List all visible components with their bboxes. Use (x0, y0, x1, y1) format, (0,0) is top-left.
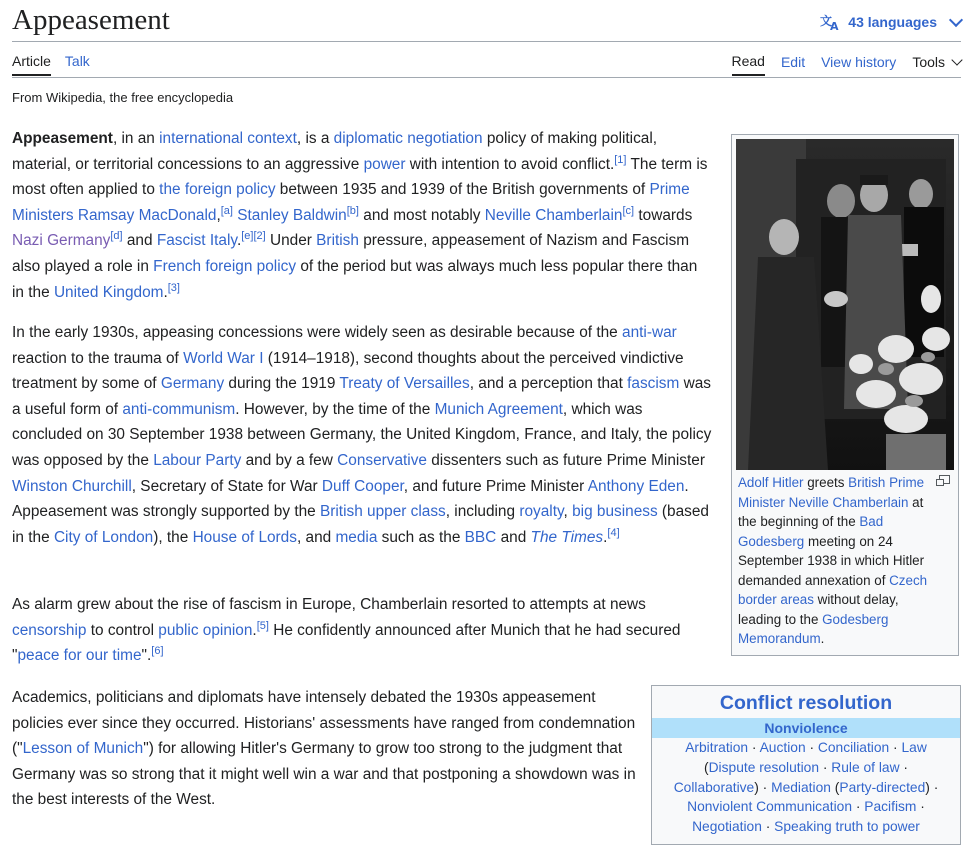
link-fascism[interactable]: fascism (627, 375, 680, 393)
photo-illustration (736, 139, 954, 470)
link-pacifism[interactable]: Pacifism (864, 799, 917, 815)
link-royalty[interactable]: royalty (519, 503, 564, 521)
link-neville-chamberlain-caption[interactable]: Neville Chamberlain (788, 494, 909, 510)
separator: · (819, 759, 832, 775)
text: (1914–1918), second thoughts about the perceived vindictive treatment by some of (12, 349, 684, 393)
text: As alarm grew about the rise of fascism in Europe, Chamberlain resorted to attempts at news (12, 596, 646, 613)
link-winston-churchill[interactable]: Winston Churchill (12, 477, 132, 495)
link-lesson-of-munich[interactable]: Lesson of Munich (22, 740, 144, 758)
note-a[interactable]: [a] (220, 204, 233, 217)
navbox-line (652, 817, 960, 837)
ref-5[interactable]: [5] (256, 619, 269, 632)
text: , including (445, 503, 520, 521)
text: Under (265, 232, 317, 250)
paren: ) (925, 779, 930, 795)
link-duff-cooper[interactable]: Duff Cooper (321, 477, 404, 495)
svg-text:A: A (830, 20, 839, 31)
link-french-foreign-policy[interactable]: French foreign policy (153, 257, 297, 275)
navbox-line (652, 797, 960, 817)
navbox-conflict-resolution (651, 685, 961, 845)
link-nonviolent-communication[interactable]: Nonviolent Communication (687, 799, 853, 815)
link-speaking-truth-to-power[interactable]: Speaking truth to power (774, 819, 920, 835)
tabs-divider (12, 77, 961, 78)
text: . Appeasement was strongly supported by the (12, 477, 689, 521)
text: with intention to avoid conflict. (405, 155, 615, 173)
link-anti-communism[interactable]: anti-communism (122, 400, 236, 418)
text: such as the (377, 528, 465, 546)
text: and (122, 232, 157, 250)
link-united-kingdom[interactable]: United Kingdom (53, 283, 164, 301)
navbox-line (652, 758, 960, 778)
link-conciliation[interactable]: Conciliation (817, 740, 890, 755)
link-czech-border-areas[interactable]: Czech border areas (738, 572, 928, 607)
link-censorship[interactable]: censorship (12, 621, 87, 639)
paragraph-debate (12, 685, 637, 813)
paragraph-intro (12, 126, 712, 305)
link-anti-war[interactable]: anti-war (622, 324, 677, 341)
link-house-of-lords[interactable]: House of Lords (192, 528, 297, 546)
link-media[interactable]: media (335, 528, 378, 546)
tab-edit[interactable]: Edit (780, 54, 806, 70)
tools-label: Tools (912, 54, 945, 70)
link-party-directed[interactable]: Party-directed (839, 779, 926, 795)
navbox-line (652, 778, 960, 798)
tab-read[interactable]: Read (732, 53, 765, 76)
link-city-of-london[interactable]: City of London (53, 528, 154, 546)
link-bad-godesberg[interactable]: Bad Godesberg (738, 514, 884, 549)
bold-term: Appeasement (12, 130, 113, 147)
tab-article[interactable]: Article (12, 53, 51, 76)
infobox-caption (738, 473, 944, 649)
tools-menu[interactable] (912, 54, 961, 75)
text: . (163, 283, 168, 301)
text: . However, by the time of the (235, 400, 435, 418)
text: , and future Prime Minister (403, 477, 588, 495)
link-collaborative[interactable]: Collaborative (673, 779, 755, 795)
link-rule-of-law[interactable]: Rule of law (831, 759, 900, 775)
site-tagline: From Wikipedia, the free encyclopedia (12, 90, 234, 105)
text: , and a perception that (469, 375, 628, 393)
languages-button[interactable] (820, 13, 961, 31)
link-ramsay-macdonald[interactable]: Ramsay MacDonald (77, 206, 217, 224)
ref-2[interactable]: [2] (253, 230, 266, 243)
separator: · (748, 740, 760, 755)
text: , Secretary of State for War (131, 477, 322, 495)
text: . (236, 232, 242, 250)
link-stanley-baldwin[interactable]: Stanley Baldwin (237, 206, 347, 224)
separator: · (899, 759, 908, 775)
text: , (563, 503, 573, 521)
ref-6[interactable]: [6] (151, 645, 164, 658)
text: pressure, appeasement of Nazism and Fascism also played a role in (12, 232, 690, 275)
link-adolf-hitler[interactable]: Adolf Hitler (738, 475, 804, 490)
infobox (731, 134, 959, 656)
link-auction[interactable]: Auction (759, 740, 806, 755)
link-peace-for-our-time[interactable]: peace for our time (17, 647, 142, 665)
text: ") for allowing Hitler's Germany to grow too strong to the judgment that Germany was so strong that it might well win a war and that postponing a showdown was in the best interests of the West. (12, 740, 636, 809)
text: policy of making political, material, or territorial concessions to an aggressive (12, 130, 658, 173)
separator: · (852, 799, 865, 815)
title-divider (12, 41, 961, 42)
link-foreign-policy[interactable]: the foreign policy (159, 181, 276, 199)
text: . (820, 631, 825, 646)
paren: ( (703, 759, 709, 775)
text: to control (86, 621, 159, 639)
text: without delay, leading to the (738, 592, 899, 627)
separator: · (929, 779, 939, 795)
tab-view-history[interactable]: View history (821, 54, 897, 70)
text: In the early 1930s, appeasing concessions were widely seen as desirable because of the (12, 324, 623, 341)
text: ". (141, 647, 152, 665)
separator: · (758, 779, 772, 795)
text: between 1935 and 1939 of the British governments of (275, 181, 650, 199)
note-b[interactable]: [b] (346, 204, 359, 217)
text: and most notably (358, 206, 485, 224)
paren: ( (834, 779, 840, 795)
separator: · (916, 799, 925, 815)
text: The term is most often applied to (12, 155, 708, 199)
link-dispute-resolution[interactable]: Dispute resolution (708, 759, 820, 775)
link-power[interactable]: power (363, 155, 406, 173)
link-british[interactable]: British (316, 232, 359, 250)
link-public-opinion[interactable]: public opinion (158, 621, 253, 639)
link-world-war-i[interactable]: World War I (183, 349, 264, 367)
link-munich-agreement[interactable]: Munich Agreement (434, 400, 563, 418)
link-germany[interactable]: Germany (160, 375, 225, 393)
svg-text:文: 文 (820, 14, 833, 28)
tab-talk[interactable]: Talk (64, 53, 90, 69)
text: ), the (153, 528, 193, 546)
text: during the 1919 (224, 375, 340, 393)
link-conservative[interactable]: Conservative (337, 451, 427, 469)
text: and (496, 528, 531, 546)
link-prime-ministers[interactable]: Prime Ministers (12, 181, 690, 224)
ref-4[interactable]: [4] (607, 526, 620, 539)
text: reaction to the trauma of (12, 349, 184, 367)
navbox-title[interactable]: Conflict resolution (719, 692, 893, 714)
paragraph-history (12, 320, 712, 550)
text: at the beginning of the (738, 494, 924, 529)
link-law[interactable]: Law (901, 740, 927, 755)
link-big-business[interactable]: big business (572, 503, 658, 521)
languages-label: 43 languages (848, 14, 937, 30)
link-negotiation[interactable]: Negotiation (692, 819, 762, 835)
text: , which was concluded on 30 September 1938 between Germany, the United Kingdom, France, and Italy, the policy was opposed by the (12, 400, 712, 469)
link-the-times[interactable]: The Times (530, 528, 604, 546)
paren: ) (754, 779, 759, 795)
text: Academics, politicians and diplomats have intensely debated the 1930s appeasement policies ever since they occurred. Historians' assessments have ranged from condemnation (" (12, 689, 636, 758)
link-neville-chamberlain[interactable]: Neville Chamberlain (484, 206, 623, 224)
link-treaty-of-versailles[interactable]: Treaty of Versailles (339, 375, 470, 393)
separator: · (805, 740, 818, 755)
infobox-photo[interactable] (736, 139, 954, 470)
navbox-line (652, 738, 960, 758)
text: . (603, 528, 608, 546)
link-british-upper-class[interactable]: British upper class (320, 503, 446, 521)
separator: · (761, 819, 775, 835)
note-c[interactable]: [c] (622, 204, 635, 217)
link-diplomatic-negotiation[interactable]: diplomatic negotiation (333, 130, 483, 147)
text: , in an (112, 130, 160, 147)
page-title: Appeasement (12, 4, 170, 36)
link-nazi-germany[interactable]: Nazi Germany (12, 232, 111, 250)
link-fascist-italy[interactable]: Fascist Italy (156, 232, 237, 250)
text: He confidently announced after Munich that he had secured " (12, 621, 681, 665)
separator: · (889, 740, 902, 755)
text: of the period but was always much less popular there than in the (12, 257, 698, 301)
link-mediation[interactable]: Mediation (771, 779, 831, 795)
text: and by a few (241, 451, 338, 469)
link-anthony-eden[interactable]: Anthony Eden (587, 477, 685, 495)
note-d[interactable]: [d] (110, 230, 123, 243)
link-labour-party[interactable]: Labour Party (153, 451, 242, 469)
view-tabs (732, 53, 962, 76)
text: , (216, 206, 221, 224)
ref-3[interactable]: [3] (167, 281, 180, 294)
ref-1[interactable]: [1] (614, 153, 627, 166)
link-bbc[interactable]: BBC (464, 528, 497, 546)
text: . (252, 621, 257, 639)
translate-icon (820, 13, 842, 31)
text: meeting on 24 September 1938 in which Hitler demanded annexation of (738, 533, 925, 588)
note-e[interactable]: [e] (241, 230, 254, 243)
chevron-down-icon (951, 54, 962, 65)
text: was a useful form of (12, 375, 711, 418)
namespace-tabs (12, 53, 90, 76)
text: greets (803, 475, 849, 490)
link-arbitration[interactable]: Arbitration (685, 740, 749, 755)
navbox-group-nonviolence[interactable]: Nonviolence (764, 720, 848, 736)
text: , is a (296, 130, 334, 147)
text: towards (634, 206, 693, 224)
paragraph-censorship (12, 592, 702, 669)
text: , and (296, 528, 336, 546)
chevron-down-icon (949, 13, 963, 27)
link-british-prime-minister[interactable]: British Prime Minister (738, 475, 925, 510)
link-godesberg-memorandum[interactable]: Godesberg Memorandum (738, 611, 889, 646)
link-international-context[interactable]: international context (159, 130, 297, 147)
text: (based in the (12, 503, 709, 546)
text: dissenters such as future Prime Minister (426, 451, 705, 469)
